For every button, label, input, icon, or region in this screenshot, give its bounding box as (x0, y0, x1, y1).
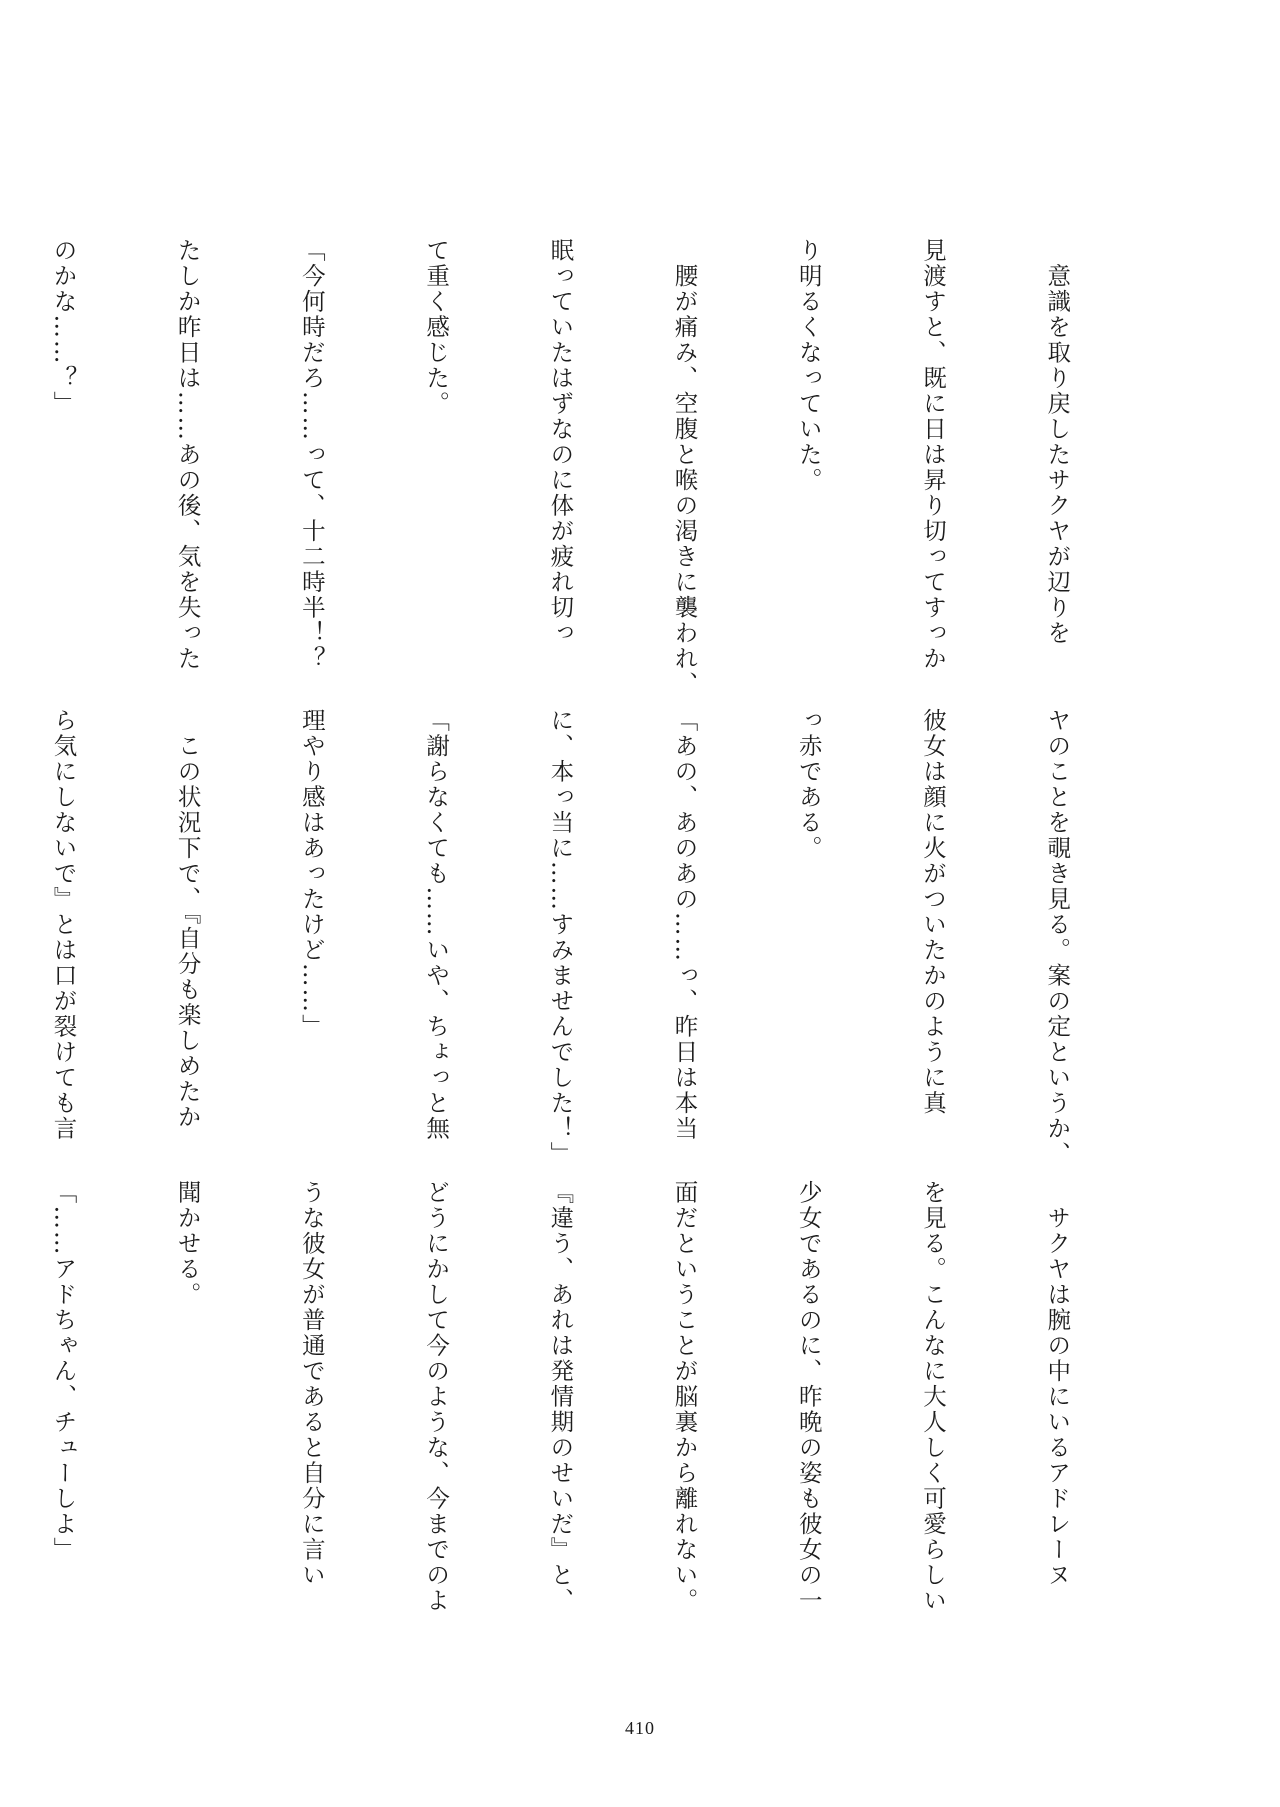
text-line: のかな……？」 (49, 238, 78, 417)
text-line: この状況下で、『自分も楽しめたか (173, 708, 202, 1130)
text-line: うな彼女が普通であると自分に言い (297, 1180, 326, 1588)
text-line: 理やり感はあったけど……」 (297, 708, 326, 1040)
text-line: たしか昨日は……あの後、気を失った (173, 238, 202, 672)
text-line: 「……アドちゃん、チューしよ」 (49, 1180, 78, 1563)
text-line: り明るくなっていた。 (794, 238, 823, 493)
text-line: 『違う、あれは発情期のせいだ』と、 (546, 1180, 575, 1614)
text-line: 面だということが脳裏から離れない。 (670, 1180, 699, 1614)
text-block-top (0, 238, 1160, 697)
text-line: に、本っ当に……すみませんでした！」 (546, 708, 575, 1167)
text-line: ら気にしないで』とは口が裂けても言 (49, 708, 78, 1142)
text-line: 意識を取り戻したサクヤが辺りを (1043, 238, 1072, 646)
text-line: 「今何時だろ……って、十二時半！？ (297, 238, 326, 672)
text-line: ヤのことを覗き見る。案の定というか、 (1043, 708, 1072, 1167)
text-line: 「謝らなくても……いや、ちょっと無 (422, 708, 451, 1142)
text-line: っ赤である。 (794, 708, 823, 861)
text-line: を見る。こんなに大人しく可愛らしい (918, 1180, 947, 1614)
text-line: サクヤは腕の中にいるアドレーヌ (1043, 1180, 1072, 1588)
text-line: 見渡すと、既に日は昇り切ってすっか (918, 238, 947, 672)
text-line: 腰が痛み、空腹と喉の渇きに襲われ、 (670, 238, 699, 697)
text-block-bottom (0, 1180, 1160, 1614)
page-number: 410 (625, 1718, 655, 1738)
text-line: 聞かせる。 (173, 1180, 202, 1308)
text-line: 少女であるのに、昨晩の姿も彼女の一 (794, 1180, 823, 1614)
text-block-middle (0, 708, 1160, 1167)
text-line: 眠っていたはずなのに体が疲れ切っ (546, 238, 575, 646)
text-line: て重く感じた。 (422, 238, 451, 417)
text-line: 「あの、あのあの……っ、昨日は本当 (670, 708, 699, 1142)
text-line: 彼女は顔に火がついたかのように真 (918, 708, 947, 1116)
text-line: どうにかして今のような、今までのよ (422, 1180, 451, 1614)
